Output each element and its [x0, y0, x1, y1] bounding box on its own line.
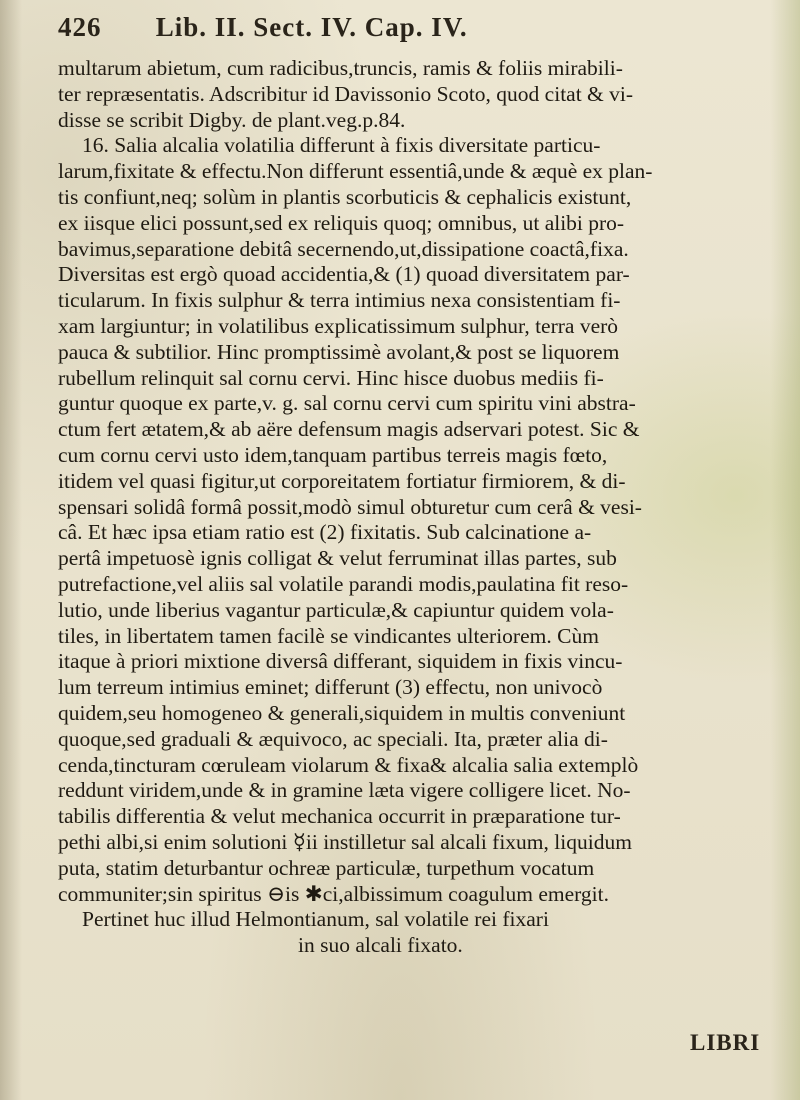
text-line: quidem,seu homogeneo & generali,siquidem in multis conveniunt [58, 700, 626, 725]
paragraph-start-line: 16. Salia alcalia volatilia differunt à fixis diversitate particu- [82, 133, 601, 158]
text-line: câ. Et hæc ipsa etiam ratio est (2) fixitatis. Sub calcinatione a- [58, 520, 592, 545]
text-line: xam largiuntur; in volatilibus explicatissimum sulphur, terra verò [58, 313, 619, 338]
text-line: lutio, unde liberius vagantur particulæ,& capiuntur quidem vola- [58, 597, 614, 622]
text-line: spensari solidâ formâ possit,modò simul obturetur cum cerâ & vesi- [58, 494, 642, 519]
text-line: lum terreum intimius eminet; differunt (3) effectu, non univocò [58, 675, 603, 700]
text-line: ter repræsentatis. Adscribitur id Davissonio Scoto, quod citat & vi- [58, 81, 634, 106]
text-line: ex iisque elici possunt,sed ex reliquis quoq; omnibus, ut alibi pro- [58, 210, 625, 235]
text-line: tiles, in libertatem tamen facilè se vindicantes ulteriorem. Cùm [58, 623, 599, 648]
text-line: Pertinet huc illud Helmontianum, sal volatile rei fixari [82, 907, 549, 932]
text-line: pethi albi,si enim solutioni ☿ii instilletur sal alcali fixum, liquidum [58, 829, 632, 854]
text-line: tis confiunt,neq; solùm in plantis scorbuticis & cephalicis existunt, [58, 184, 632, 209]
text-line: guntur quoque ex parte,v. g. sal cornu cervi cum spiritu vini abstra- [58, 391, 636, 416]
text-line: in suo alcali fixato. [298, 933, 463, 958]
page-header [58, 12, 758, 52]
text-line: bavimus,separatione debitâ secernendo,ut,dissipatione coactâ,fixa. [58, 236, 629, 261]
text-line: pauca & subtilior. Hinc promptissimè avolant,& post se liquorem [58, 339, 620, 364]
text-line: tabilis differentia & velut mechanica occurrit in præparatione tur- [58, 804, 621, 829]
text-line: quoque,sed graduali & æquivoco, ac speciali. Ita, præter alia di- [58, 726, 608, 751]
text-line: cenda,tincturam cœruleam violarum & fixa& alcalia salia extemplò [58, 752, 639, 777]
text-line: Diversitas est ergò quoad accidentia,& (1) quoad diversitatem par- [58, 262, 630, 287]
text-line: putrefactione,vel aliis sal volatile parandi modis,paulatina fit reso- [58, 571, 629, 596]
text-line: disse se scribit Digby. de plant.veg.p.84. [58, 107, 406, 132]
text-line: pertâ impetuosè ignis colligat & velut ferruminat illas partes, sub [58, 546, 617, 571]
text-line: itaque à priori mixtione diversâ differant, siquidem in fixis vincu- [58, 649, 623, 674]
catchword: LIBRI [690, 1030, 761, 1055]
text-line: cum cornu cervi usto idem,tanquam partibus terreis magis fœto, [58, 442, 608, 467]
text-line: reddunt viridem,unde & in gramine læta vigere colligere licet. No- [58, 778, 631, 803]
running-head: Lib. II. Sect. IV. Cap. IV. [155, 12, 468, 42]
text-line: puta, statim deturbantur ochreæ particulæ, turpethum vocatum [58, 855, 595, 880]
text-line: larum,fixitate & effectu.Non differunt essentiâ,unde & æquè ex plan- [58, 159, 653, 184]
text-line: communiter;sin spiritus ⊖is ✱ci,albissimum coagulum emergit. [58, 881, 609, 906]
text-line: ticularum. In fixis sulphur & terra intimius nexa consistentiam fi- [58, 288, 621, 313]
text-line: ctum fert ætatem,& ab aëre defensum magis adservari potest. Sic & [58, 417, 640, 442]
page-number: 426 [58, 12, 102, 42]
text-line: itidem vel quasi figitur,ut corporeitatem fortiatur firmiorem, & di- [58, 468, 626, 493]
body-text [58, 56, 778, 959]
text-line: multarum abietum, cum radicibus,truncis, ramis & foliis mirabili- [58, 56, 623, 80]
page-gutter-shadow [0, 0, 22, 1100]
text-line: rubellum relinquit sal cornu cervi. Hinc hisce duobus mediis fi- [58, 365, 604, 390]
